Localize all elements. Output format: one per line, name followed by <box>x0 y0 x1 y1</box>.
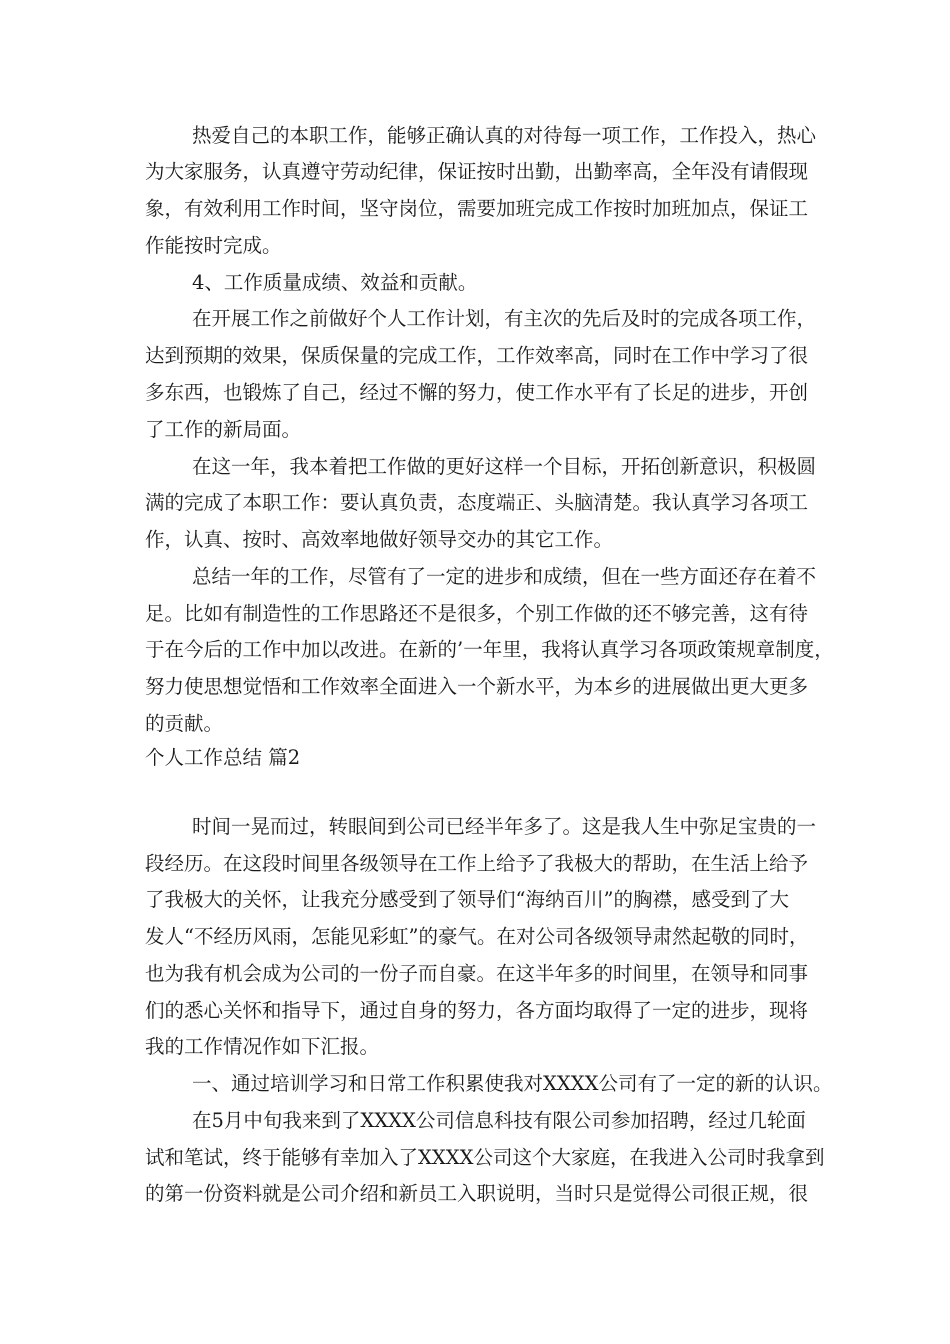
paragraph-line: 为大家服务，认真遵守劳动纪律，保证按时出勤，出勤率高，全年没有请假现 <box>145 160 809 183</box>
paragraph-line: 作，认真、按时、高效率地做好领导交办的其它工作。 <box>145 528 614 551</box>
paragraph-line: 发人“不经历风雨，怎能见彩虹”的豪气。在对公司各级领导肃然起敬的同时， <box>145 925 809 948</box>
paragraph-line: 足。比如有制造性的工作思路还不是很多，个别工作做的还不够完善，这有待 <box>145 602 809 625</box>
paragraph-line: 时间一晃而过，转眼间到公司已经半年多了。这是我人生中弥足宝贵的一 <box>192 815 817 838</box>
paragraph-line: 在5月中旬我来到了XXXX公司信息科技有限公司参加招聘，经过几轮面 <box>192 1109 806 1132</box>
paragraph-line: 努力使思想觉悟和工作效率全面进入一个新水平，为本乡的进展做出更大更多 <box>145 675 809 698</box>
paragraph-line: 我的工作情况作如下汇报。 <box>145 1035 380 1058</box>
paragraph-line: 于在今后的工作中加以改进。在新的’一年里，我将认真学习各项政策规章制度， <box>145 638 834 661</box>
paragraph-line: 满的完成了本职工作：要认真负责，态度端正、头脑清楚。我认真学习各项工 <box>145 491 809 514</box>
paragraph-line: 总结一年的工作，尽管有了一定的进步和成绩，但在一些方面还存在着不 <box>192 565 817 588</box>
paragraph-line: 达到预期的效果，保质保量的完成工作，工作效率高，同时在工作中学习了很 <box>145 344 809 367</box>
paragraph-line: 热爱自己的本职工作，能够正确认真的对待每一项工作，工作投入，热心 <box>192 124 817 147</box>
paragraph-line: 多东西，也锻炼了自己，经过不懈的努力，使工作水平有了长足的进步，开创 <box>145 381 809 404</box>
section-heading: 一、通过培训学习和日常工作积累使我对XXXX公司有了一定的新的认识。 <box>192 1072 833 1095</box>
paragraph-line: 段经历。在这段时间里各级领导在工作上给予了我极大的帮助，在生活上给予 <box>145 852 809 875</box>
paragraph-line: 象，有效利用工作时间，坚守岗位，需要加班完成工作按时加班加点，保证工 <box>145 197 809 220</box>
paragraph-line: 了我极大的关怀，让我充分感受到了领导们“海纳百川”的胸襟，感受到了大 <box>145 888 789 911</box>
paragraph-line: 作能按时完成。 <box>145 234 282 257</box>
paragraph-line: 们的悉心关怀和指导下，通过自身的努力，各方面均取得了一定的进步，现将 <box>145 999 809 1022</box>
paragraph-line: 试和笔试，终于能够有幸加入了XXXX公司这个大家庭，在我进入公司时我拿到 <box>145 1146 825 1169</box>
paragraph-line: 也为我有机会成为公司的一份子而自豪。在这半年多的时间里，在领导和同事 <box>145 962 809 985</box>
paragraph-line: 的贡献。 <box>145 712 224 735</box>
paragraph-line: 了工作的新局面。 <box>145 418 302 441</box>
section-heading: 4、工作质量成绩、效益和贡献。 <box>192 271 478 294</box>
paragraph-line: 在开展工作之前做好个人工作计划，有主次的先后及时的完成各项工作， <box>192 307 817 330</box>
paragraph-line: 在这一年，我本着把工作做的更好这样一个目标，开拓创新意识，积极圆 <box>192 455 817 478</box>
section-title: 个人工作总结 篇2 <box>145 746 301 769</box>
paragraph-line: 的第一份资料就是公司介绍和新员工入职说明，当时只是觉得公司很正规，很 <box>145 1182 809 1205</box>
